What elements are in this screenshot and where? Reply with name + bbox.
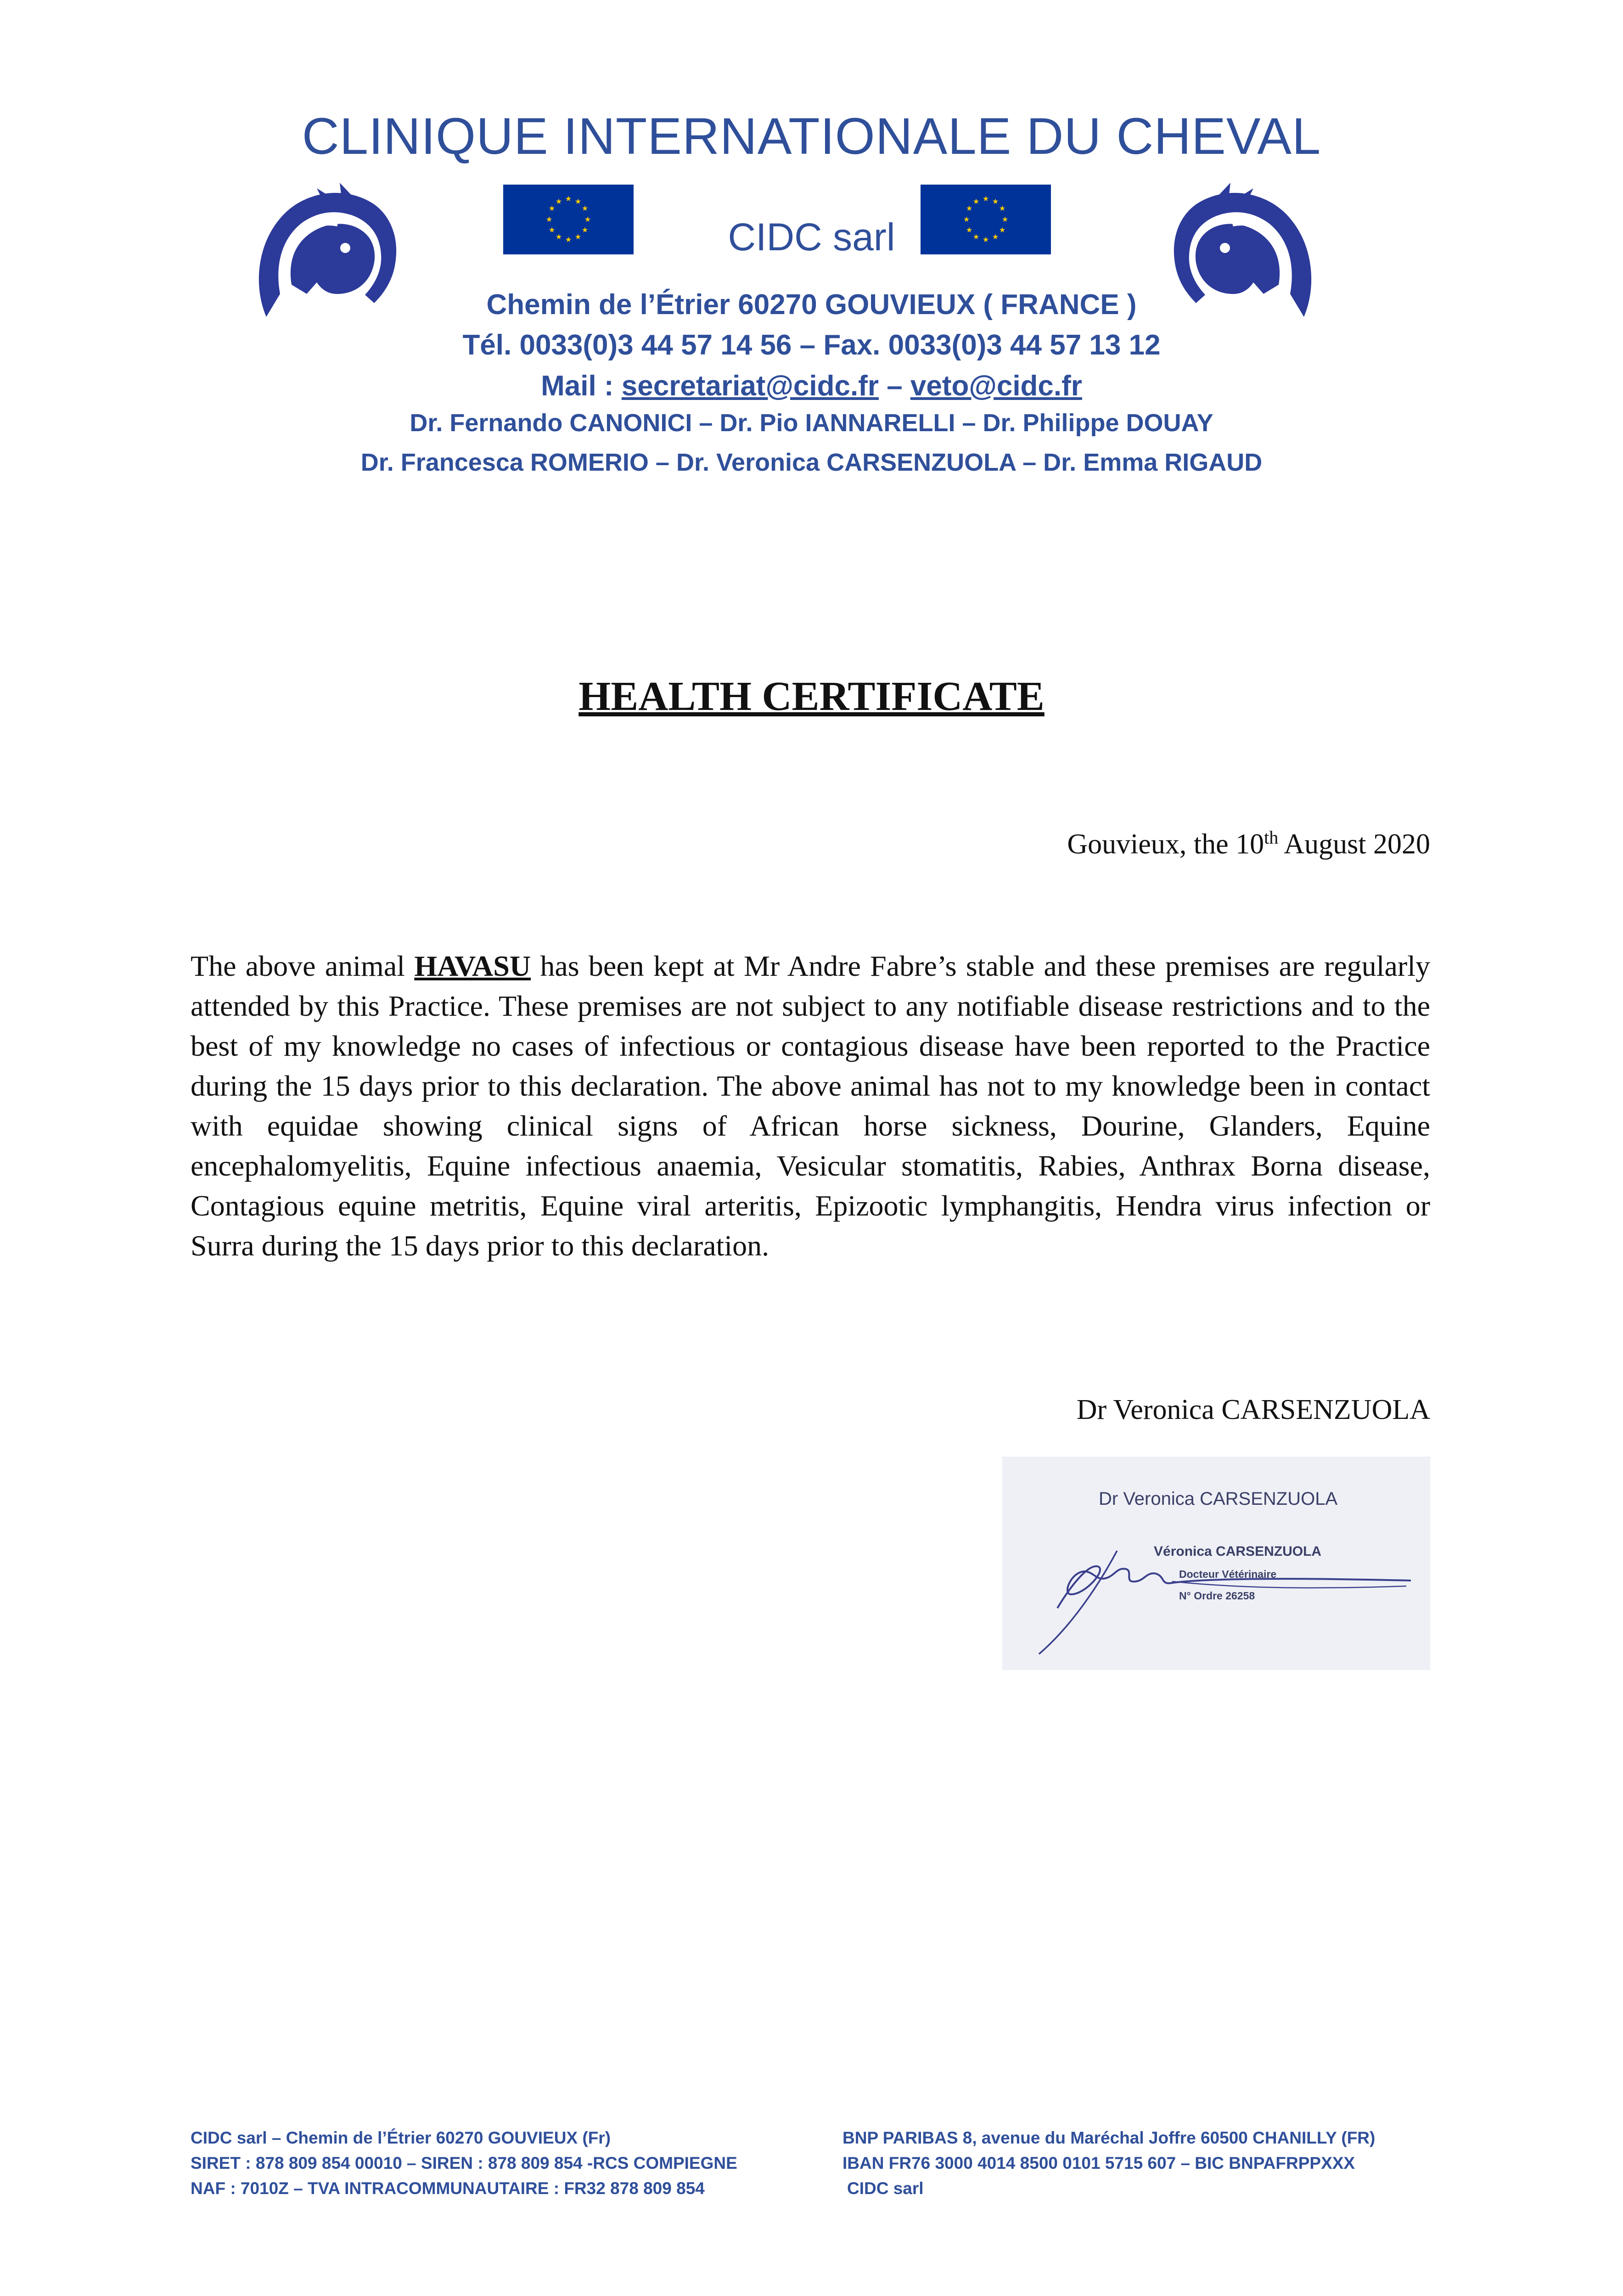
footer-iban: IBAN FR76 3000 4014 8500 0101 5715 607 – BIC BNPAFRPPXXX — [842, 2154, 1355, 2172]
svg-text:★: ★ — [581, 204, 589, 213]
clinic-address: Chemin de l’Étrier 60270 GOUVIEUX ( FRANCE ) — [486, 289, 1137, 321]
svg-text:★: ★ — [992, 232, 999, 241]
stamp-order-number: N° Ordre 26258 — [1179, 1590, 1255, 1602]
date-suffix-sup: th — [1264, 827, 1279, 848]
svg-text:★: ★ — [574, 197, 582, 206]
clinic-phone-fax: Tél. 0033(0)3 44 57 14 56 – Fax. 0033(0)3 44 57 13 12 — [462, 329, 1161, 361]
svg-text:★: ★ — [555, 197, 562, 206]
svg-text:★: ★ — [581, 225, 589, 234]
svg-text:★: ★ — [545, 215, 553, 224]
footer-company-address: CIDC sarl – Chemin de l’Étrier 60270 GOUVIEUX (Fr) — [191, 2128, 611, 2147]
mail-label: Mail : — [541, 370, 622, 402]
svg-text:★: ★ — [963, 215, 970, 224]
svg-text:★: ★ — [972, 232, 980, 241]
svg-text:★: ★ — [982, 194, 989, 203]
footer-siret: SIRET : 878 809 854 00010 – SIREN : 878 809 854 -RCS COMPIEGNE — [191, 2154, 737, 2172]
signature-stamp — [1002, 1457, 1430, 1670]
animal-name: HAVASU — [414, 950, 531, 982]
mail-separator: – — [878, 370, 910, 402]
stamp-vet-title: Docteur Vétérinaire — [1179, 1568, 1277, 1580]
date-line — [1067, 827, 1430, 861]
date-prefix: Gouvieux, the 10 — [1067, 828, 1264, 860]
footer-account-holder: CIDC sarl — [847, 2179, 924, 2198]
veto-email-link[interactable]: veto@cidc.fr — [910, 370, 1082, 402]
doctors-line-1: Dr. Fernando CANONICI – Dr. Pio IANNARELLI – Dr. Philippe DOUAY — [410, 409, 1213, 437]
svg-text:★: ★ — [982, 235, 989, 244]
svg-text:★: ★ — [999, 225, 1006, 234]
document-title: HEALTH CERTIFICATE — [578, 674, 1045, 719]
doctors-line-2: Dr. Francesca ROMERIO – Dr. Veronica CARSENZUOLA – Dr. Emma RIGAUD — [360, 449, 1263, 476]
clinic-mail-line — [0, 370, 1623, 402]
svg-text:★: ★ — [548, 204, 556, 213]
certificate-body — [191, 946, 1430, 1266]
svg-text:★: ★ — [1001, 215, 1009, 224]
svg-text:★: ★ — [548, 225, 556, 234]
body-statement: has been kept at Mr Andre Fabre’s stable and these premises are regularly attended by this Practice. These premises are not subject to any notifiable disease restrictions and to the best of my knowledge no cases of infectious or contagious disease have been reported to the Practice during the 15 days prior to this declaration. The above animal has not to my knowledge been in contact with equidae showing clinical signs of African horse sickness, Dourine, Glanders, Equine encephalomyelitis, Equine infectious anaemia, Vesicular stomatitis, Rabies, Anthrax Borna disease, Contagious equine metritis, Equine viral arteritis, Epizootic lymphangitis, Hendra virus infection or Surra during the 15 days prior to this declaration. — [191, 950, 1431, 1262]
svg-text:★: ★ — [574, 232, 582, 241]
clinic-name: CLINIQUE INTERNATIONALE DU CHEVAL — [302, 107, 1321, 165]
date-month-year: August 2020 — [1278, 828, 1430, 860]
svg-text:★: ★ — [555, 232, 562, 241]
svg-text:★: ★ — [584, 215, 591, 224]
svg-text:★: ★ — [972, 197, 980, 206]
company-short-name: CIDC sarl — [728, 215, 895, 259]
svg-text:★: ★ — [565, 194, 572, 203]
svg-text:★: ★ — [565, 235, 572, 244]
secretariat-email-link[interactable]: secretariat@cidc.fr — [621, 370, 879, 402]
svg-text:★: ★ — [999, 204, 1006, 213]
footer-bank: BNP PARIBAS 8, avenue du Maréchal Joffre 60500 CHANILLY (FR) — [842, 2128, 1376, 2147]
stamp-name: Dr Veronica CARSENZUOLA — [1099, 1489, 1338, 1509]
body-intro: The above animal — [191, 950, 415, 982]
stamp-vet-name: Véronica CARSENZUOLA — [1154, 1544, 1322, 1559]
footer-naf-tva: NAF : 7010Z – TVA INTRACOMMUNAUTAIRE : FR32 878 809 854 — [191, 2179, 705, 2198]
svg-text:★: ★ — [966, 204, 973, 213]
svg-text:★: ★ — [966, 225, 973, 234]
signer-name: Dr Veronica CARSENZUOLA — [1076, 1394, 1430, 1425]
svg-text:★: ★ — [992, 197, 999, 206]
